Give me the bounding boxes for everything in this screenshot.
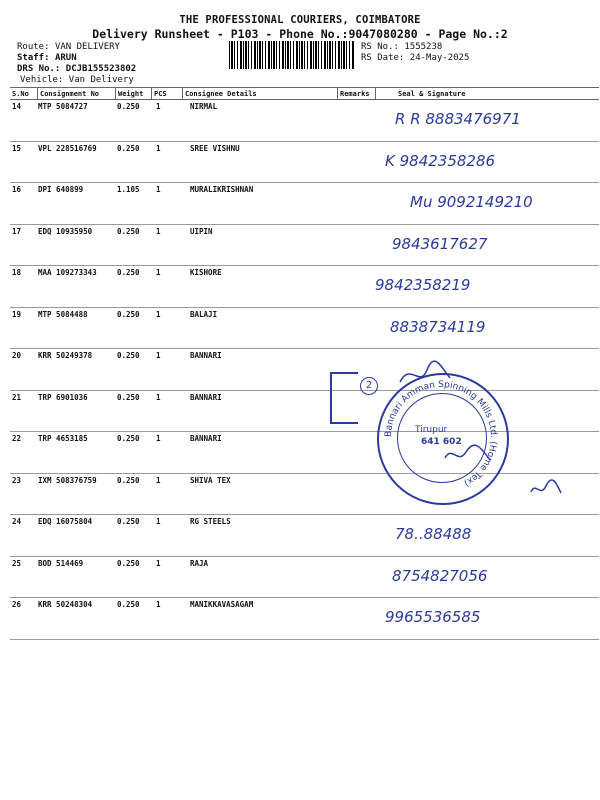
row-sno: 20 [12, 351, 22, 360]
row-consignee: SREE VISHNU [190, 143, 240, 153]
svg-text:Bannari Amman Spinning Mills L: Bannari Amman Spinning Mills Ltd. (Home Tex) [383, 379, 499, 488]
rs-date-label: RS Date: [361, 53, 405, 63]
drs-field [17, 64, 136, 74]
row-consignee: RG STEELS [190, 517, 231, 526]
row-weight: 0.250 [117, 475, 140, 485]
row-pcs: 1 [156, 309, 161, 319]
row-pcs: 1 [156, 475, 161, 485]
vehicle-field [20, 75, 134, 85]
row-sno: 17 [12, 226, 22, 236]
row-weight: 0.250 [117, 102, 140, 111]
header-divider [115, 88, 116, 99]
staff-value: ARUN [54, 53, 77, 63]
row-separator [10, 473, 599, 474]
row-consignee: NIRMAL [190, 102, 218, 111]
row-separator [10, 639, 599, 640]
route-label: Route: [17, 42, 50, 52]
row-consignee: UIPIN [190, 226, 213, 236]
row-separator [10, 390, 599, 391]
row-consignee: KISHORE [190, 268, 222, 277]
row-consignee: MURALIKRISHNAN [190, 185, 254, 194]
row-consignment-no: TRP 6901036 [38, 392, 88, 402]
row-separator [10, 182, 599, 183]
row-weight: 0.250 [117, 143, 140, 153]
rs-no-label: RS No.: [361, 42, 399, 52]
staff-field [17, 53, 77, 63]
row-consignee: BALAJI [190, 309, 218, 319]
row-consignment-no: EDQ 16075804 [38, 517, 93, 526]
row-signature: R R 8883476971 [395, 110, 521, 128]
row-weight: 0.250 [117, 392, 140, 402]
row-consignment-no: KRR 50248304 [38, 600, 93, 609]
row-consignment-no: VPL 228516769 [38, 143, 97, 153]
row-signature: 78..88488 [395, 525, 472, 543]
row-consignee: SHIVA TEX [190, 475, 231, 485]
row-sno: 16 [12, 185, 22, 194]
row-consignee: BANNARI [190, 392, 222, 402]
row-weight: 0.250 [117, 434, 140, 443]
row-signature: 8838734119 [390, 317, 486, 336]
row-signature: 9842358219 [375, 276, 471, 294]
vehicle-value: Van Delivery [68, 75, 134, 85]
row-signature: 8754827056 [392, 566, 488, 585]
row-consignment-no: MTP 5084488 [38, 309, 88, 319]
vehicle-label: Vehicle: [20, 75, 64, 85]
row-consignment-no: KRR 50249378 [38, 351, 93, 360]
row-consignee: BANNARI [190, 351, 222, 360]
row-separator [10, 348, 599, 349]
row-weight: 0.250 [117, 351, 140, 360]
col-signature: Seal & Signature [398, 90, 466, 98]
barcode [229, 41, 355, 69]
row-consignment-no: DPI 640899 [38, 185, 84, 194]
seal-pin: 641 602 [421, 437, 462, 447]
drs-value: DCJB155523802 [65, 64, 137, 74]
header-top-rule [10, 87, 599, 88]
rs-no-value: 1555238 [404, 42, 443, 52]
row-pcs: 1 [156, 517, 161, 526]
row-separator [10, 141, 599, 142]
row-pcs: 1 [156, 143, 161, 153]
col-pcs: PCS [154, 90, 167, 98]
row-sno: 22 [12, 434, 22, 443]
row-sno: 25 [12, 558, 22, 568]
row-signature: 9965536585 [385, 608, 481, 626]
row-weight: 0.250 [117, 226, 140, 236]
row-separator [10, 265, 599, 266]
header-divider [337, 88, 338, 99]
route-value: VAN DELIVERY [54, 42, 120, 52]
header-bottom-rule [10, 99, 599, 100]
row-pcs: 1 [156, 351, 161, 360]
row-consignment-no: EDQ 10935950 [38, 226, 93, 236]
row-separator [10, 431, 599, 432]
header-divider [182, 88, 183, 99]
row-pcs: 1 [156, 226, 161, 236]
row-pcs: 1 [156, 268, 161, 277]
row-consignment-no: IXM 508376759 [38, 475, 97, 485]
seal-city: Tirupur [415, 425, 448, 435]
row-pcs: 1 [156, 102, 161, 111]
route-field [17, 42, 120, 52]
row-sno: 24 [12, 517, 22, 526]
row-pcs: 1 [156, 600, 161, 609]
rs-no-field [361, 42, 442, 52]
row-consignee: MANIKKAVASAGAM [190, 600, 254, 609]
row-weight: 0.250 [117, 309, 140, 319]
row20-signature-scribble [395, 360, 455, 390]
header-divider [151, 88, 152, 99]
row-sno: 19 [12, 309, 22, 319]
row-consignee: RAJA [190, 558, 209, 568]
row-weight: 0.250 [117, 268, 140, 277]
row-consignee: BANNARI [190, 434, 222, 443]
row-signature: K 9842358286 [385, 151, 496, 170]
row-pcs: 1 [156, 185, 161, 194]
row23-signature-scribble [528, 478, 564, 500]
row-weight: 1.105 [117, 185, 140, 194]
row-weight: 0.250 [117, 600, 140, 609]
row-separator [10, 556, 599, 557]
col-consignee: Consignee Details [185, 90, 257, 98]
row-pcs: 1 [156, 558, 161, 568]
runsheet-title: Delivery Runsheet - P103 - Phone No.:9047080280 - Page No.:2 [92, 27, 508, 41]
row22-signature-scribble [440, 440, 495, 470]
row-pcs: 1 [156, 434, 161, 443]
row-sno: 18 [12, 268, 22, 277]
count-circle: 2 [360, 377, 378, 395]
row-pcs: 1 [156, 392, 161, 402]
row-consignment-no: BOD 514469 [38, 558, 84, 568]
row-separator [10, 224, 599, 225]
row-sno: 15 [12, 143, 22, 153]
col-remarks: Remarks [340, 90, 370, 98]
row-separator [10, 514, 599, 515]
col-weight: Weight [118, 90, 144, 98]
row-consignment-no: TRP 4653185 [38, 434, 88, 443]
row-sno: 26 [12, 600, 22, 609]
row-signature: 9843617627 [392, 234, 488, 253]
row-sno: 23 [12, 475, 22, 485]
row-signature: Mu 9092149210 [410, 193, 533, 211]
drs-label: DRS No.: [17, 64, 61, 74]
col-consignment: Consignment No [40, 90, 100, 98]
header-divider [37, 88, 38, 99]
row-sno: 14 [12, 102, 22, 111]
row-consignment-no: MTP 5084727 [38, 102, 88, 111]
header-divider [375, 88, 376, 99]
row-sno: 21 [12, 392, 22, 402]
company-name: THE PROFESSIONAL COURIERS, COIMBATORE [179, 14, 421, 26]
grouping-bracket [330, 372, 358, 424]
row-separator [10, 597, 599, 598]
row-weight: 0.250 [117, 558, 140, 568]
col-sno: S.No [12, 90, 29, 98]
rs-date-field [361, 53, 469, 63]
row-consignment-no: MAA 109273343 [38, 268, 97, 277]
staff-label: Staff: [17, 53, 50, 63]
row-separator [10, 307, 599, 308]
rs-date-value: 24-May-2025 [409, 53, 470, 63]
row-weight: 0.250 [117, 517, 140, 526]
